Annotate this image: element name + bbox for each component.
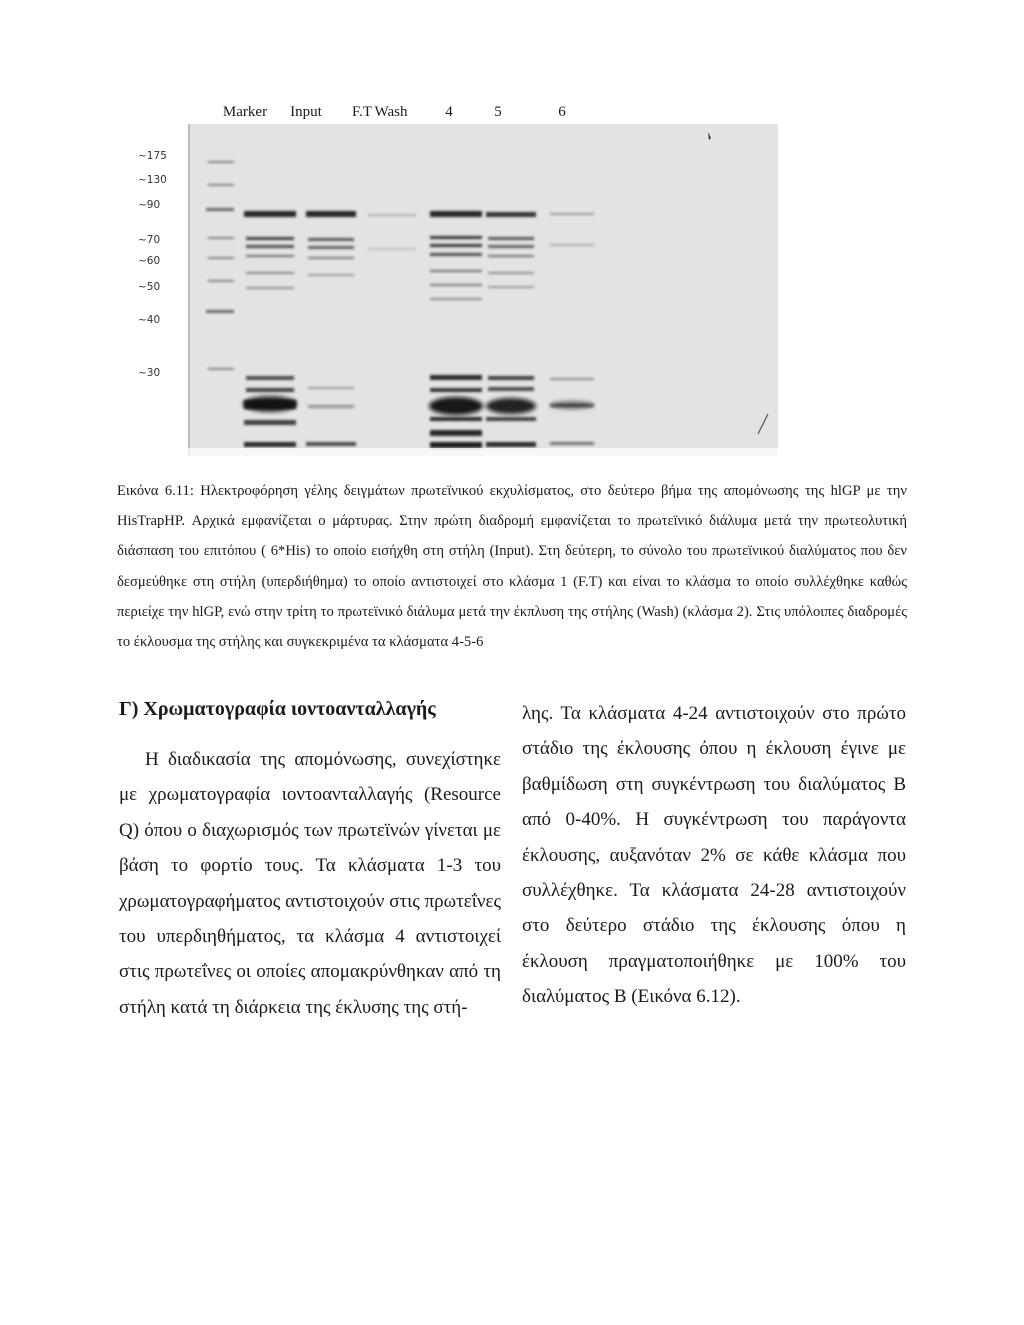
lane-label-5: 5 — [494, 104, 502, 120]
lane-label-input: Input — [290, 104, 322, 120]
mw-marker-30: ~30 — [138, 367, 161, 379]
gel-figure — [138, 104, 783, 456]
lane-label-marker: Marker — [222, 104, 268, 120]
mw-marker-50: ~50 — [138, 281, 161, 293]
lane-label-6: 6 — [558, 104, 566, 120]
figure-caption: Εικόνα 6.11: Ηλεκτροφόρηση γέλης δειγμάτων πρωτεϊνικού εκχυλίσματος, στο δεύτερο βήμα της απομόνωσης της hlGP με την HisTrapHP. Αρχικά εμφανίζεται ο μάρτυρας. Στην πρώτη διαδρομή εμφανίζεται το πρωτεϊνικό διάλυμα μετά την πρωτεολυτική διάσπαση του επιτόπου ( 6*His) το οποίο εισήχθη στη στήλη (Input). Στη δεύτερη, το σύνολο του πρωτεϊνικού διαλύματος που δεν δεσμεύθηκε στη στήλη (υπερδιήθημα) το οποίο αντιστοιχεί στο κλάσμα 1 (F.T) και είναι το κλάσμα το οποίο συλλέχθηκε καθώς περιείχε την hlGP, ενώ στην τρίτη το πρωτεϊνικό διάλυμα μετά την έκπλυση της στήλης (Wash) (κλάσμα 2). Στις υπόλοιπες διαδρομές το έκλουσμα της στήλης και συγκεκριμένα τα κλάσματα 4-5-6 — [117, 483, 907, 651]
mw-marker-60: ~60 — [138, 255, 161, 267]
mw-marker-175: ~175 — [138, 150, 167, 162]
mw-marker-40: ~40 — [138, 314, 161, 326]
right-column — [522, 696, 906, 1015]
lane-labels — [138, 104, 783, 126]
gel-image — [188, 124, 778, 456]
right-paragraph: λης. Τα κλάσματα 4-24 αντιστοιχούν στο πρώτο στάδιο της έκλουσης όπου η έκλουση έγινε με βαθμίδωση στη συγκέντρωση του διαλύματος Β από 0-40%. Η συγκέντρωση του παράγοντα έκλουσης, αυξανόταν 2% σε κάθε κλάσμα που συλλέχθηκε. Τα κλάσματα 24-28 αντιστοιχούν στο δεύτερο στάδιο της έκλουσης όπου η έκλουση πραγματοποιήθηκε με 100% του διαλύματος Β (Εικόνα 6.12). — [522, 703, 906, 1008]
left-column — [119, 694, 501, 1025]
left-paragraph: Η διαδικασία της απομόνωσης, συνεχίστηκε με χρωματογραφία ιοντοανταλλαγής (Resource Q) όπου ο διαχωρισμός των πρωτεϊνών γίνεται με βάση το φορτίο τους. Τα κλάσματα 1-3 του χρωματογραφήματος αντιστοιχούν στις πρωτεΐνες του υπερδιηθήματος, τα κλάσμα 4 αντιστοιχεί στις πρωτεΐνες οι οποίες απομακρύνθηκαν από τη στήλη κατά τη διάρκεια της έκλυσης της στή- — [119, 749, 501, 1018]
mw-marker-130: ~130 — [138, 174, 167, 186]
lane-label-4: 4 — [445, 104, 453, 120]
lane-label-ft: F.T — [351, 104, 373, 120]
lane-label-wash: Wash — [374, 104, 408, 120]
mw-marker-90: ~90 — [138, 199, 161, 211]
section-heading: Γ) Χρωματογραφία ιοντοανταλλαγής — [119, 698, 436, 720]
mw-marker-70: ~70 — [138, 234, 161, 246]
